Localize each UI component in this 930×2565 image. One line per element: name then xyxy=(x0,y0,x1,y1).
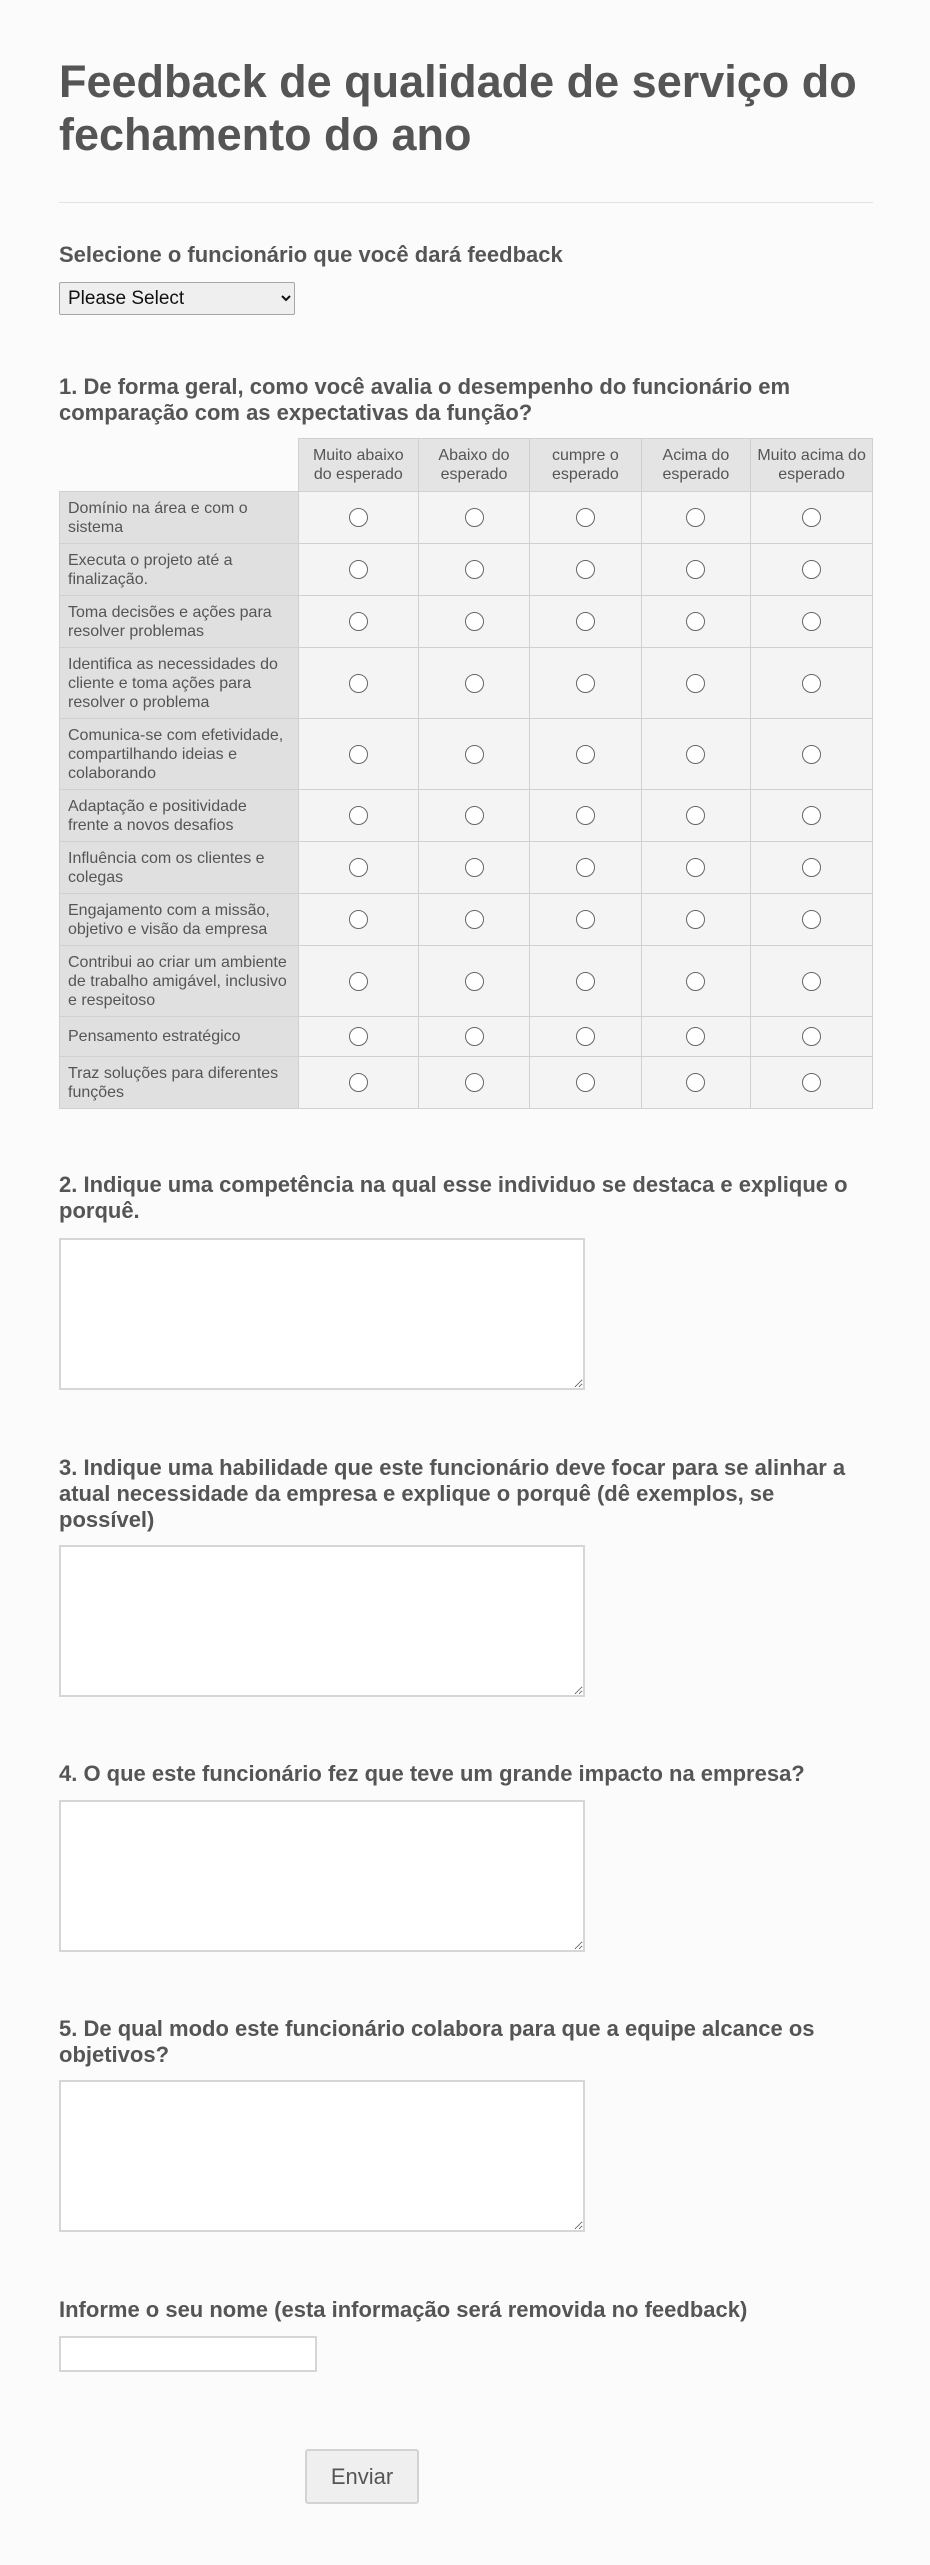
matrix-row xyxy=(60,719,873,790)
matrix-cell xyxy=(530,492,641,544)
matrix-cell xyxy=(641,492,751,544)
q2-textarea[interactable] xyxy=(59,1238,585,1390)
matrix-cell xyxy=(751,719,873,790)
q5-label: 5. De qual modo este funcionário colabora para que a equipe alcance os objetivos? xyxy=(59,2016,815,2067)
matrix-corner xyxy=(60,439,299,492)
rating-radio[interactable] xyxy=(465,508,484,527)
matrix-cell xyxy=(530,719,641,790)
matrix-cell xyxy=(641,544,751,596)
matrix-cell xyxy=(530,894,641,946)
rating-radio[interactable] xyxy=(349,910,368,929)
rating-radio[interactable] xyxy=(576,508,595,527)
matrix-cell xyxy=(530,544,641,596)
rating-matrix xyxy=(59,438,873,1109)
rating-radio[interactable] xyxy=(802,858,821,877)
matrix-cell xyxy=(751,648,873,719)
rating-radio[interactable] xyxy=(465,1027,484,1046)
matrix-cell xyxy=(641,1017,751,1057)
matrix-cell xyxy=(418,1057,529,1109)
rating-radio[interactable] xyxy=(576,560,595,579)
matrix-cell xyxy=(298,719,418,790)
rating-radio[interactable] xyxy=(465,972,484,991)
rating-radio[interactable] xyxy=(465,612,484,631)
matrix-column-header: Abaixo do esperado xyxy=(418,439,529,492)
rating-radio[interactable] xyxy=(465,1073,484,1092)
matrix-cell xyxy=(641,719,751,790)
matrix-cell xyxy=(530,946,641,1017)
matrix-row-label: Toma decisões e ações para resolver problemas xyxy=(60,596,299,648)
matrix-cell xyxy=(641,894,751,946)
rating-radio[interactable] xyxy=(465,560,484,579)
matrix-cell xyxy=(751,894,873,946)
q3-label: 3. Indique uma habilidade que este funcionário deve focar para se alinhar a atual necessidade da empresa e explique o porquê (dê exemplos, se possível) xyxy=(59,1455,846,1532)
matrix-cell xyxy=(298,894,418,946)
rating-radio[interactable] xyxy=(686,612,705,631)
matrix-cell xyxy=(530,596,641,648)
rating-radio[interactable] xyxy=(576,1027,595,1046)
rating-radio[interactable] xyxy=(686,508,705,527)
matrix-row xyxy=(60,1057,873,1109)
matrix-body xyxy=(60,492,873,1109)
matrix-row-label: Engajamento com a missão, objetivo e visão da empresa xyxy=(60,894,299,946)
matrix-cell xyxy=(530,1057,641,1109)
matrix-cell xyxy=(641,596,751,648)
matrix-row-label: Pensamento estratégico xyxy=(60,1017,299,1057)
matrix-cell xyxy=(298,946,418,1017)
q1-label: 1. De forma geral, como você avalia o desempenho do funcionário em comparação com as expectativas da função? xyxy=(59,374,791,425)
matrix-row xyxy=(60,1017,873,1057)
rating-radio[interactable] xyxy=(686,560,705,579)
rating-radio[interactable] xyxy=(349,1073,368,1092)
matrix-cell xyxy=(641,842,751,894)
divider xyxy=(59,202,873,203)
rating-radio[interactable] xyxy=(576,612,595,631)
rating-radio[interactable] xyxy=(576,1073,595,1092)
matrix-cell xyxy=(641,790,751,842)
matrix-row-label: Executa o projeto até a finalização. xyxy=(60,544,299,596)
rating-radio[interactable] xyxy=(802,806,821,825)
rating-radio[interactable] xyxy=(576,745,595,764)
rating-radio[interactable] xyxy=(802,612,821,631)
matrix-row xyxy=(60,842,873,894)
rating-radio[interactable] xyxy=(349,745,368,764)
rating-radio[interactable] xyxy=(686,972,705,991)
employee-select[interactable] xyxy=(59,282,295,315)
matrix-cell xyxy=(751,790,873,842)
matrix-cell xyxy=(751,1057,873,1109)
rating-radio[interactable] xyxy=(576,910,595,929)
matrix-cell xyxy=(298,648,418,719)
name-label: Informe o seu nome (esta informação será removida no feedback) xyxy=(59,2297,748,2322)
matrix-row xyxy=(60,790,873,842)
rating-radio[interactable] xyxy=(465,806,484,825)
q4-textarea[interactable] xyxy=(59,1800,585,1952)
rating-radio[interactable] xyxy=(576,972,595,991)
rating-radio[interactable] xyxy=(576,806,595,825)
q3-textarea[interactable] xyxy=(59,1545,585,1697)
form-title: Feedback de qualidade de serviço do fechamento do ano xyxy=(59,56,857,160)
q5-textarea[interactable] xyxy=(59,2080,585,2232)
rating-radio[interactable] xyxy=(349,1027,368,1046)
matrix-cell xyxy=(418,894,529,946)
matrix-cell xyxy=(530,1017,641,1057)
q2-label: 2. Indique uma competência na qual esse individuo se destaca e explique o porquê. xyxy=(59,1172,848,1223)
rating-radio[interactable] xyxy=(349,806,368,825)
matrix-row-label: Comunica-se com efetividade, compartilhando ideias e colaborando xyxy=(60,719,299,790)
matrix-row xyxy=(60,544,873,596)
matrix-cell xyxy=(418,842,529,894)
rating-radio[interactable] xyxy=(802,560,821,579)
matrix-cell xyxy=(751,1017,873,1057)
matrix-cell xyxy=(418,719,529,790)
matrix-column-header: Acima do esperado xyxy=(641,439,751,492)
matrix-cell xyxy=(641,946,751,1017)
matrix-cell xyxy=(418,790,529,842)
matrix-cell xyxy=(530,648,641,719)
rating-radio[interactable] xyxy=(576,674,595,693)
matrix-row-label: Traz soluções para diferentes funções xyxy=(60,1057,299,1109)
rating-radio[interactable] xyxy=(576,858,595,877)
matrix-row xyxy=(60,946,873,1017)
matrix-cell xyxy=(418,1017,529,1057)
q4-label: 4. O que este funcionário fez que teve um grande impacto na empresa? xyxy=(59,1761,805,1786)
matrix-header-row xyxy=(60,439,873,492)
rating-radio[interactable] xyxy=(465,745,484,764)
matrix-cell xyxy=(418,544,529,596)
rating-radio[interactable] xyxy=(686,806,705,825)
matrix-cell xyxy=(298,596,418,648)
rating-radio[interactable] xyxy=(802,972,821,991)
employee-select-label: Selecione o funcionário que você dará feedback xyxy=(59,242,563,267)
matrix-cell xyxy=(751,842,873,894)
matrix-row-label: Influência com os clientes e colegas xyxy=(60,842,299,894)
rating-radio[interactable] xyxy=(686,1073,705,1092)
matrix-cell xyxy=(418,946,529,1017)
matrix-cell xyxy=(641,1057,751,1109)
matrix-cell xyxy=(641,648,751,719)
rating-radio[interactable] xyxy=(465,858,484,877)
matrix-row-label: Domínio na área e com o sistema xyxy=(60,492,299,544)
rating-radio[interactable] xyxy=(686,858,705,877)
matrix-row xyxy=(60,648,873,719)
matrix-cell xyxy=(418,492,529,544)
rating-radio[interactable] xyxy=(802,674,821,693)
rating-radio[interactable] xyxy=(465,674,484,693)
matrix-row-label: Adaptação e positividade frente a novos desafios xyxy=(60,790,299,842)
rating-radio[interactable] xyxy=(349,674,368,693)
rating-radio[interactable] xyxy=(802,1027,821,1046)
matrix-cell xyxy=(751,492,873,544)
matrix-row-label: Identifica as necessidades do cliente e toma ações para resolver o problema xyxy=(60,648,299,719)
rating-radio[interactable] xyxy=(802,910,821,929)
matrix-cell xyxy=(418,648,529,719)
rating-radio[interactable] xyxy=(686,910,705,929)
matrix-column-header: cumpre o esperado xyxy=(530,439,641,492)
submit-button[interactable]: Enviar xyxy=(305,2449,419,2504)
rating-radio[interactable] xyxy=(349,858,368,877)
matrix-cell xyxy=(298,1057,418,1109)
rating-radio[interactable] xyxy=(349,508,368,527)
matrix-column-header: Muito acima do esperado xyxy=(751,439,873,492)
rating-radio[interactable] xyxy=(686,1027,705,1046)
matrix-cell xyxy=(418,596,529,648)
rating-radio[interactable] xyxy=(349,972,368,991)
matrix-row xyxy=(60,492,873,544)
matrix-cell xyxy=(298,544,418,596)
matrix-cell xyxy=(298,790,418,842)
rating-radio[interactable] xyxy=(802,745,821,764)
matrix-cell xyxy=(298,1017,418,1057)
matrix-row xyxy=(60,894,873,946)
matrix-row-label: Contribui ao criar um ambiente de trabalho amigável, inclusivo e respeitoso xyxy=(60,946,299,1017)
matrix-cell xyxy=(530,842,641,894)
rating-radio[interactable] xyxy=(802,508,821,527)
matrix-cell xyxy=(751,596,873,648)
rating-radio[interactable] xyxy=(686,745,705,764)
rating-radio[interactable] xyxy=(802,1073,821,1092)
rating-radio[interactable] xyxy=(349,612,368,631)
rating-radio[interactable] xyxy=(349,560,368,579)
matrix-cell xyxy=(751,946,873,1017)
matrix-cell xyxy=(751,544,873,596)
matrix-column-header: Muito abaixo do esperado xyxy=(298,439,418,492)
matrix-cell xyxy=(530,790,641,842)
rating-radio[interactable] xyxy=(686,674,705,693)
rating-radio[interactable] xyxy=(465,910,484,929)
name-input[interactable] xyxy=(59,2336,317,2372)
matrix-cell xyxy=(298,492,418,544)
matrix-row xyxy=(60,596,873,648)
matrix-cell xyxy=(298,842,418,894)
